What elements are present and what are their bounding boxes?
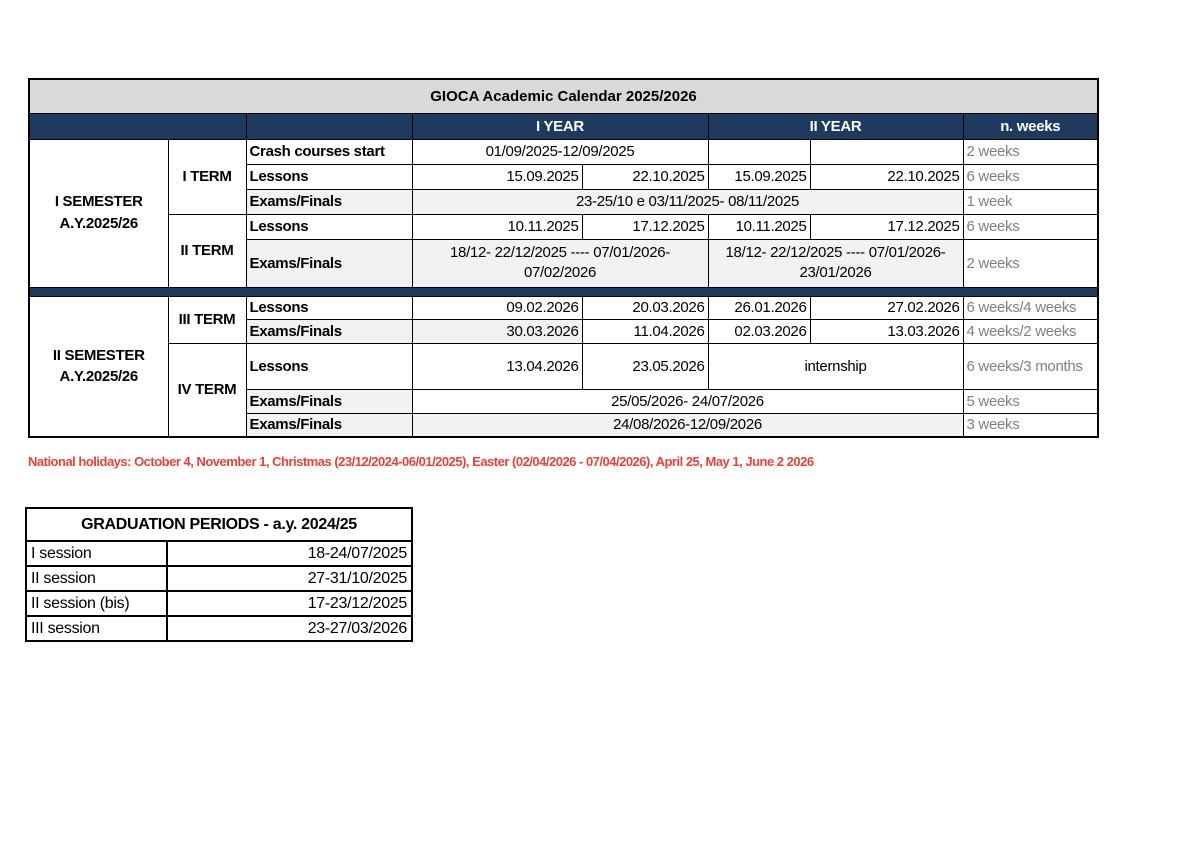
graduation-row [26, 591, 412, 616]
graduation-table [25, 507, 413, 642]
term4-lessons-y1-start: 13.04.2026 [412, 343, 582, 389]
term2-lessons-label: Lessons [246, 214, 412, 239]
term4-exams1-label: Exams/Finals [246, 389, 412, 413]
graduation-row [26, 541, 412, 566]
graduation-title: GRADUATION PERIODS - a.y. 2024/25 [26, 508, 412, 541]
crash-courses-row [29, 139, 1098, 164]
semester-divider-row [29, 287, 1098, 296]
term3-exams-label: Exams/Finals [246, 319, 412, 343]
crash-year2-end-empty [810, 139, 963, 164]
term1-exams-range: 23-25/10 e 03/11/2025- 08/11/2025 [412, 189, 963, 214]
academic-calendar-table [28, 78, 1099, 438]
header-nweeks: n. weeks [963, 113, 1098, 139]
term2-exams-label: Exams/Finals [246, 239, 412, 287]
graduation-session-2-dates: 27-31/10/2025 [167, 566, 412, 591]
graduation-session-2bis-label: II session (bis) [26, 591, 167, 616]
graduation-row [26, 566, 412, 591]
term3-exams-y2-start: 02.03.2026 [708, 319, 810, 343]
semester-1-name: I SEMESTER [54, 193, 143, 211]
semester-1-cell [29, 139, 168, 287]
term3-exams-y1-end: 11.04.2026 [582, 319, 708, 343]
term4-lessons-row [29, 343, 1098, 389]
term2-lessons-weeks: 6 weeks [963, 214, 1098, 239]
term-4-cell: IV TERM [168, 343, 246, 437]
graduation-title-row [26, 508, 412, 541]
header-year2: II YEAR [708, 113, 963, 139]
header-spacer-left [29, 113, 246, 139]
term2-exams-year2-range: 18/12- 22/12/2025 ---- 07/01/2026- 23/01/2026 [708, 239, 963, 287]
term2-exams-weeks: 2 weeks [963, 239, 1098, 287]
semester-2-ay: A.Y.2025/26 [59, 368, 138, 386]
graduation-session-2-label: II session [26, 566, 167, 591]
term-3-cell: III TERM [168, 296, 246, 343]
term3-lessons-y1-start: 09.02.2026 [412, 296, 582, 319]
semester-divider-bar [29, 287, 1098, 296]
term3-exams-y2-end: 13.03.2026 [810, 319, 963, 343]
term4-exams2-weeks: 3 weeks [963, 413, 1098, 437]
term-2-cell: II TERM [168, 214, 246, 287]
graduation-session-2bis-dates: 17-23/12/2025 [167, 591, 412, 616]
term1-lessons-y2-end: 22.10.2025 [810, 164, 963, 189]
term3-exams-y1-start: 30.03.2026 [412, 319, 582, 343]
graduation-session-3-label: III session [26, 616, 167, 641]
term4-lessons-weeks: 6 weeks/3 months [963, 343, 1098, 389]
calendar-header-row [29, 113, 1098, 139]
term4-exams2-label: Exams/Finals [246, 413, 412, 437]
semester-2-cell [29, 296, 168, 437]
crash-year1-dates: 01/09/2025-12/09/2025 [412, 139, 708, 164]
graduation-row [26, 616, 412, 641]
term2-lessons-y2-end: 17.12.2025 [810, 214, 963, 239]
term-1-cell: I TERM [168, 139, 246, 214]
term2-lessons-y1-start: 10.11.2025 [412, 214, 582, 239]
crash-year2-start-empty [708, 139, 810, 164]
calendar-title: GIOCA Academic Calendar 2025/2026 [29, 79, 1098, 113]
term1-lessons-label: Lessons [246, 164, 412, 189]
term4-exams1-weeks: 5 weeks [963, 389, 1098, 413]
term1-lessons-y1-start: 15.09.2025 [412, 164, 582, 189]
term3-exams-weeks: 4 weeks/2 weeks [963, 319, 1098, 343]
term1-lessons-y2-start: 15.09.2025 [708, 164, 810, 189]
term3-lessons-label: Lessons [246, 296, 412, 319]
semester-2-name: II SEMESTER [52, 346, 145, 364]
term2-lessons-row [29, 214, 1098, 239]
term4-lessons-label: Lessons [246, 343, 412, 389]
term3-lessons-weeks: 6 weeks/4 weeks [963, 296, 1098, 319]
graduation-session-1-dates: 18-24/07/2025 [167, 541, 412, 566]
graduation-session-3-dates: 23-27/03/2026 [167, 616, 412, 641]
graduation-session-1-label: I session [26, 541, 167, 566]
term3-lessons-y2-end: 27.02.2026 [810, 296, 963, 319]
header-spacer-labels [246, 113, 412, 139]
term2-lessons-y1-end: 17.12.2025 [582, 214, 708, 239]
term1-exams-weeks: 1 week [963, 189, 1098, 214]
term1-lessons-y1-end: 22.10.2025 [582, 164, 708, 189]
header-year1: I YEAR [412, 113, 708, 139]
term1-lessons-weeks: 6 weeks [963, 164, 1098, 189]
crash-weeks: 2 weeks [963, 139, 1098, 164]
term3-lessons-y2-start: 26.01.2026 [708, 296, 810, 319]
term2-lessons-y2-start: 10.11.2025 [708, 214, 810, 239]
term3-lessons-row [29, 296, 1098, 319]
national-holidays-note: National holidays: October 4, November 1, Christmas (23/12/2024-06/01/2025), Easter (02/04/2026 - 07/04/2026), April 25, May 1, June 2 2026 [28, 454, 814, 469]
term4-lessons-y2-internship: internship [708, 343, 963, 389]
term4-lessons-y1-end: 23.05.2026 [582, 343, 708, 389]
semester-1-ay: A.Y.2025/26 [59, 215, 138, 232]
term4-exams1-range: 25/05/2026- 24/07/2026 [412, 389, 963, 413]
term4-exams2-range: 24/08/2026-12/09/2026 [412, 413, 963, 437]
term3-lessons-y1-end: 20.03.2026 [582, 296, 708, 319]
term2-exams-year1-range: 18/12- 22/12/2025 ---- 07/01/2026- 07/02/2026 [412, 239, 708, 287]
calendar-title-row [29, 79, 1098, 113]
term1-exams-label: Exams/Finals [246, 189, 412, 214]
crash-label: Crash courses start [246, 139, 412, 164]
